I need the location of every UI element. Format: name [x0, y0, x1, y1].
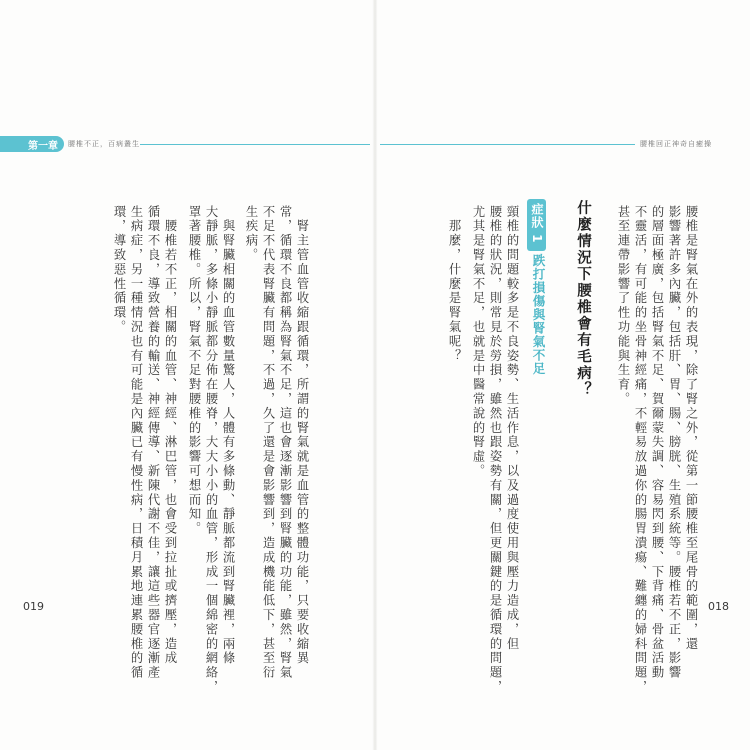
- chapter-tab: [0, 136, 64, 152]
- text-column: 那麼，什麼是腎氣呢？: [447, 205, 461, 364]
- symptom-heading: 跌打損傷與腎氣不足: [531, 254, 546, 376]
- text-column: 腰椎是腎氣在外的表現，除了腎之外，從第一節腰椎至尾骨的範圍，還: [684, 205, 698, 652]
- chapter-subtitle: 腰椎不正，百病叢生: [68, 140, 140, 148]
- header-rule-right: [380, 144, 635, 145]
- text-column: 影響著許多內臟，包括肝、胃、腸、膀胱、生殖系統等。腰椎若不正，影響: [667, 205, 681, 681]
- page-number-left: 019: [23, 600, 44, 613]
- header-rule-left: [140, 144, 370, 145]
- text-column: 腎主管血管收縮跟循環，所謂的腎氣就是血管的整體功能，只要收縮異: [295, 205, 309, 666]
- text-column: 環，導致惡性循環。: [112, 205, 126, 335]
- symptom-badge: [527, 199, 546, 251]
- book-gutter: [372, 0, 378, 750]
- symptom-label: 症狀 1: [530, 203, 544, 244]
- page-number-right: 018: [708, 600, 729, 613]
- text-column: 頸椎的問題較多是不良姿勢、生活作息，以及過度使用與壓力造成，但: [505, 205, 519, 652]
- text-column: 尤其是腎氣不足，也就是中醫常說的腎虛。: [471, 205, 485, 479]
- text-column: 罩著腰椎。所以，腎氣不足對腰椎的影響可想而知。: [187, 205, 201, 537]
- text-column: 生疾病。: [244, 205, 258, 263]
- text-column: 不足不代表腎臟有問題，不過，久了還是會影響到，造成機能低下，甚至衍: [261, 205, 275, 681]
- text-column: 生病症，另一種情況也有可能是內臟已有慢性病，日積月累地連累腰椎的循: [129, 205, 143, 681]
- text-column: 的層面極廣，包括腎氣不足、賀爾蒙失調、容易閃到腰、下背痛、骨盆活動: [650, 205, 664, 681]
- text-column: 常，循環不良都稱為腎氣不足，這也會逐漸影響到腎臟的功能，雖然，腎氣: [278, 205, 292, 681]
- text-column: 不靈活，有可能的坐骨神經痛，不輕易放過你的腸胃潰瘍、難纏的婦科問題，: [633, 205, 647, 695]
- chapter-label: 第一章: [28, 141, 58, 152]
- text-column: 循環不良，導致營養的輸送、神經傳導、新陳代謝不佳，讓這些器官逐漸產: [146, 205, 160, 681]
- text-column: 甚至連帶影響了性功能與生育。: [616, 205, 630, 407]
- text-column: 大靜脈，多條小靜脈都分佈在腰脊，大大小小的血管，形成一個綿密的網絡，: [204, 205, 218, 695]
- text-column: 腰椎的狀況，則常見於勞損，雖然也跟姿勢有關，但更關鍵的是循環的問題，: [488, 205, 502, 695]
- running-head: 腰椎回正神奇自癒操: [640, 140, 712, 148]
- text-column: 腰椎若不正，相關的血管、神經、淋巴管，也會受到拉扯或擠壓，造成: [163, 205, 177, 666]
- text-column: 與腎臟相關的血管數量驚人，人體有多條動、靜脈都流到腎臟裡，兩條: [221, 205, 235, 666]
- section-title: 什麼情況下腰椎會有毛病？: [575, 200, 592, 398]
